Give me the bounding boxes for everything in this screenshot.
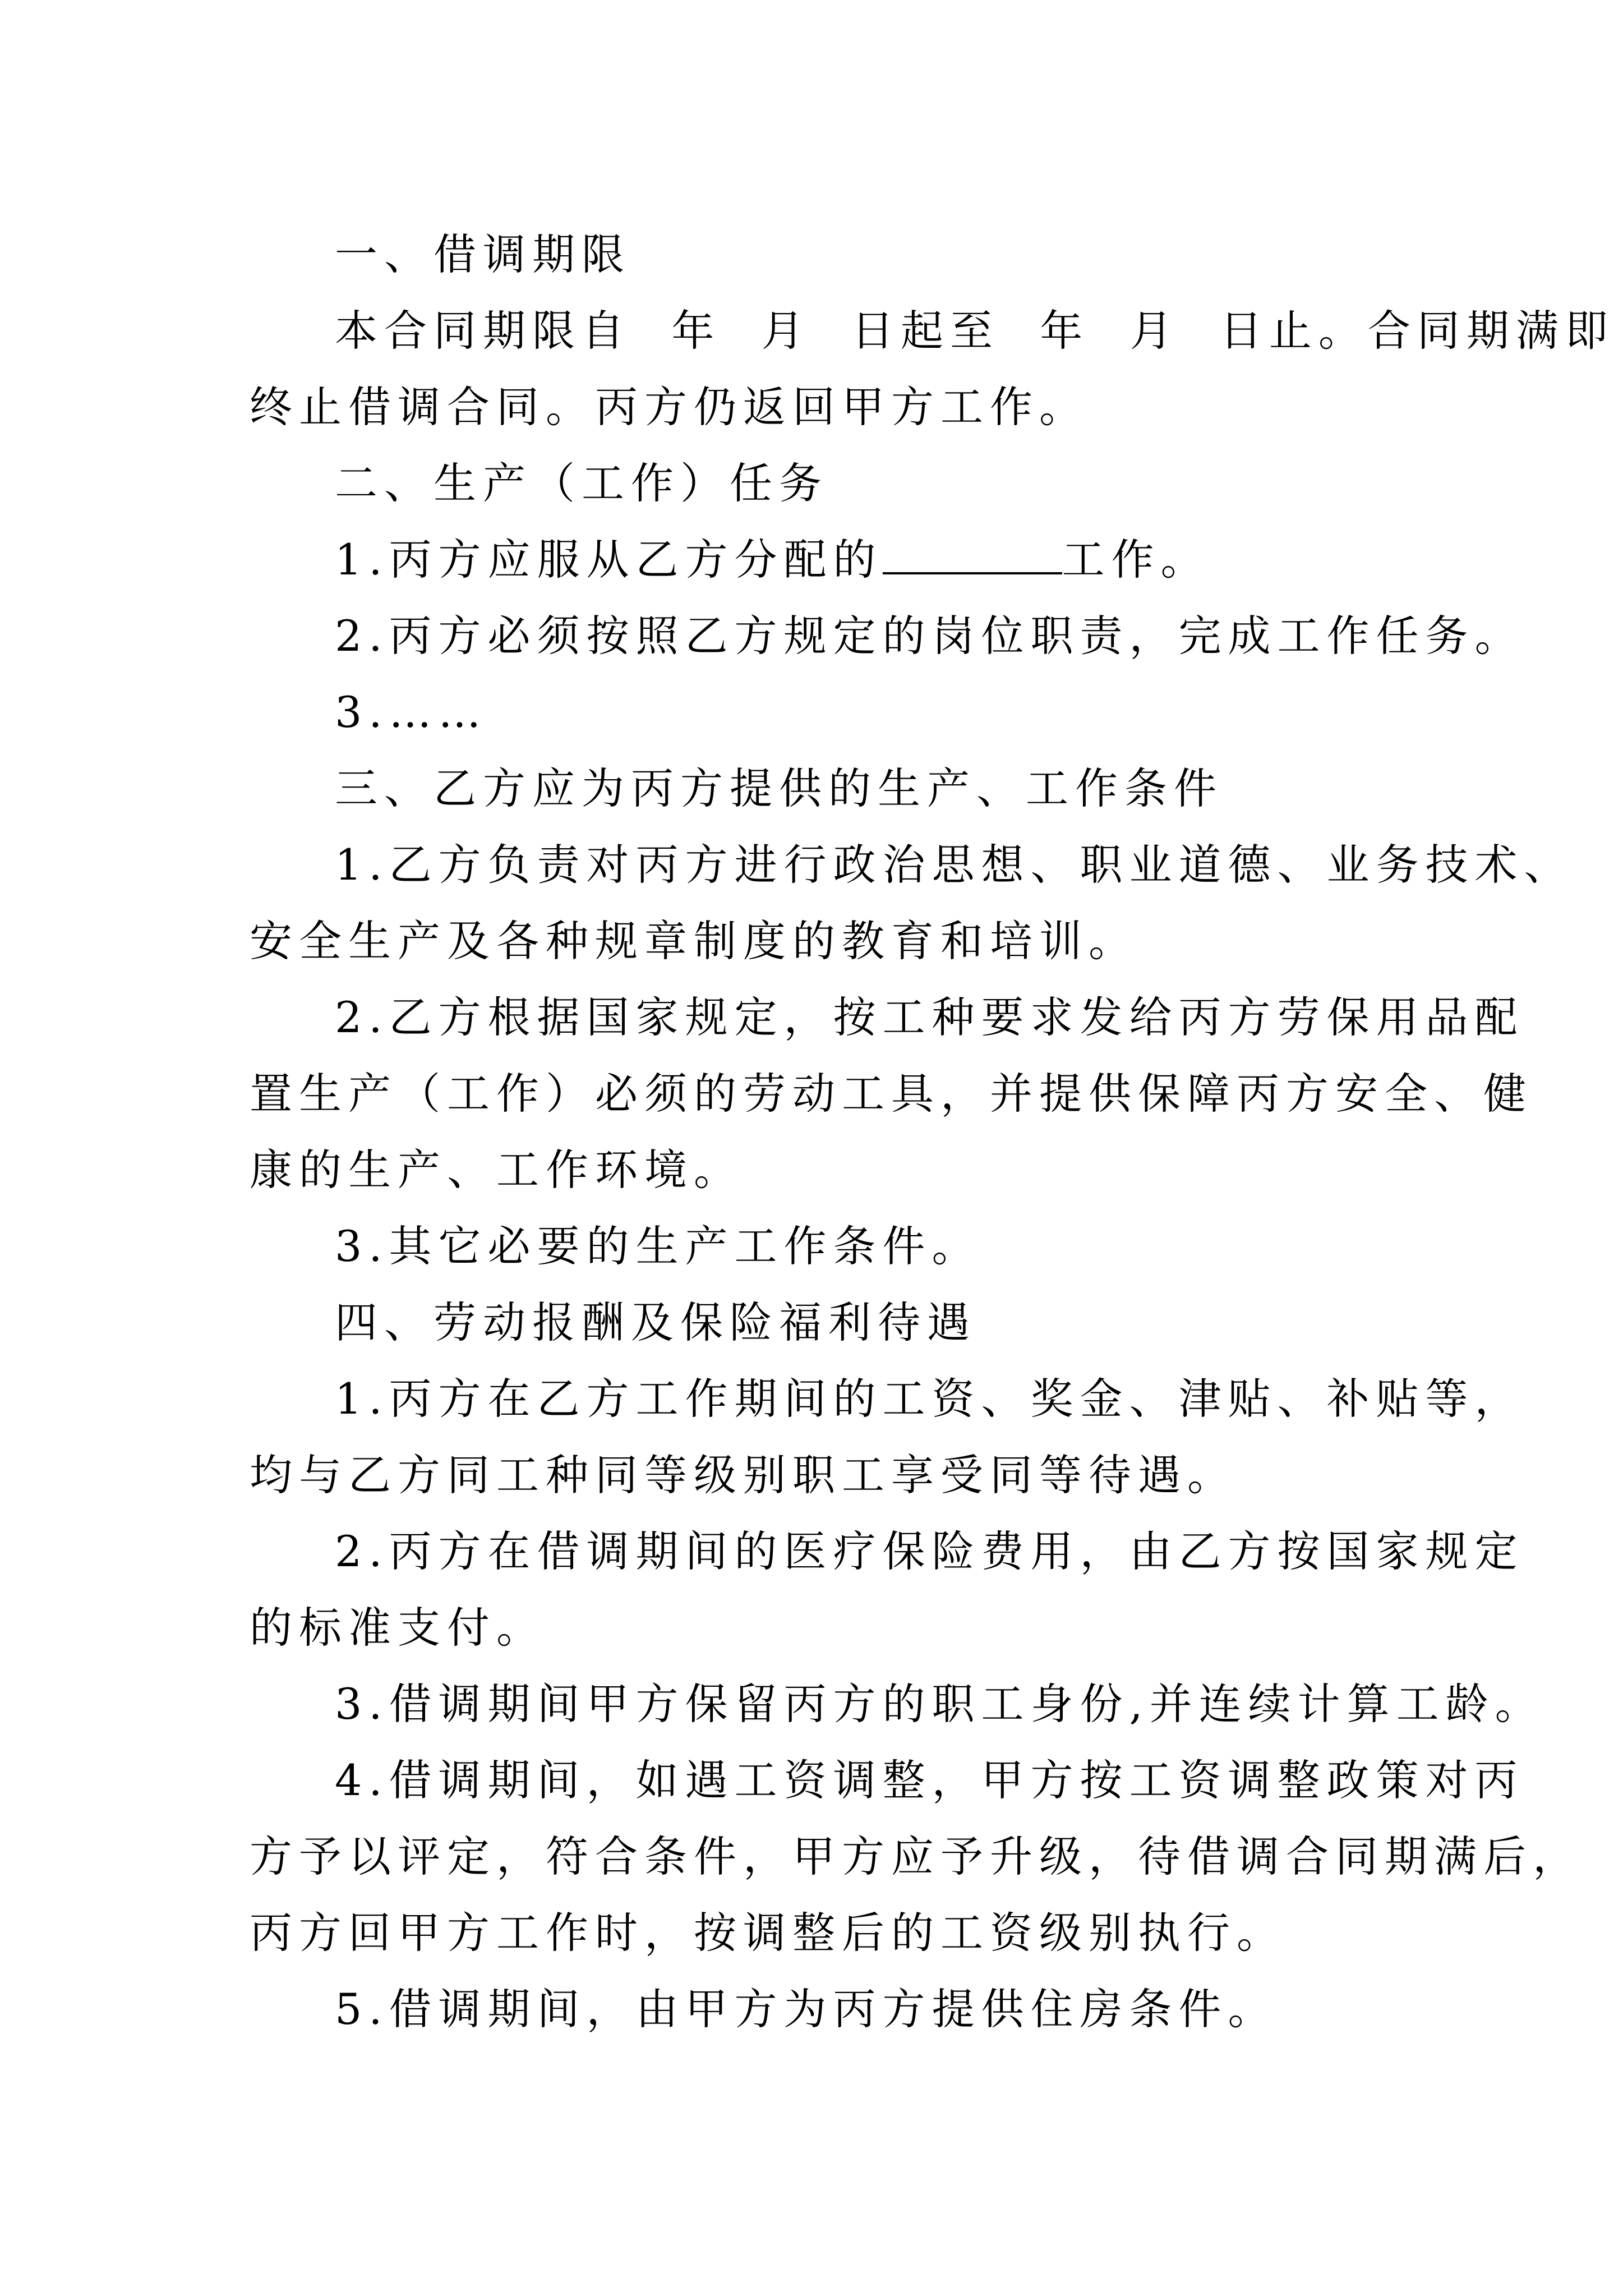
paragraph-line: 2.丙方在借调期间的医疗保险费用，由乙方按国家规定 [335,1526,1524,1576]
paragraph-line: 4.借调期间，如遇工资调整，甲方按工资调整政策对丙 [335,1755,1524,1805]
paragraph-line: 2.乙方根据国家规定，按工种要求发给丙方劳保用品配 [335,992,1524,1042]
paragraph-line: 3.…… [335,687,488,737]
paragraph-line: 置生产（工作）必须的劳动工具，并提供保障丙方安全、健 [250,1069,1533,1119]
paragraph-line: 康的生产、工作环境。 [250,1145,743,1195]
paragraph-line: 安全生产及各种规章制度的教育和培训。 [250,916,1138,966]
paragraph-line: 方予以评定，符合条件，甲方应予升级，待借调合同期满后， [250,1832,1582,1881]
section-heading-tasks: 二、生产（工作）任务 [335,458,828,508]
paragraph-line: 5.借调期间，由甲方为丙方提供住房条件。 [335,1984,1278,2034]
line-text-after-blank: 工作。 [1062,535,1210,585]
paragraph-line: 2.丙方必须按照乙方规定的岗位职责，完成工作任务。 [335,611,1524,661]
fill-in-blank [883,533,1062,574]
paragraph-line: 均与乙方同工种同等级别职工享受同等待遇。 [250,1450,1237,1500]
document-body [250,217,1615,2047]
paragraph-line: 3.其它必要的生产工作条件。 [335,1221,981,1271]
paragraph-line: 的标准支付。 [250,1603,546,1653]
paragraph-line: 丙方回甲方工作时，按调整后的工资级别执行。 [250,1908,1286,1958]
paragraph-line: 1.丙方在乙方工作期间的工资、奖金、津贴、补贴等， [335,1374,1524,1424]
paragraph-line: 1.乙方负责对丙方进行政治思想、职业道德、业务技术、 [335,840,1574,890]
paragraph-line: 3.借调期间甲方保留丙方的职工身份,并连续计算工龄。 [335,1679,1544,1729]
section-heading-compensation: 四、劳动报酬及保险福利待遇 [335,1297,976,1347]
section-heading-conditions: 三、乙方应为丙方提供的生产、工作条件 [335,763,1223,813]
section-heading-term: 一、借调期限 [335,229,631,279]
paragraph-line: 终止借调合同。丙方仍返回甲方工作。 [250,382,1089,432]
paragraph-line: 本合同期限自 年 月 日起至 年 月 日止。合同期满即 [335,306,1615,356]
paragraph-line-with-blank [250,522,1385,598]
line-text-before-blank: 1.丙方应服从乙方分配的 [335,535,883,585]
